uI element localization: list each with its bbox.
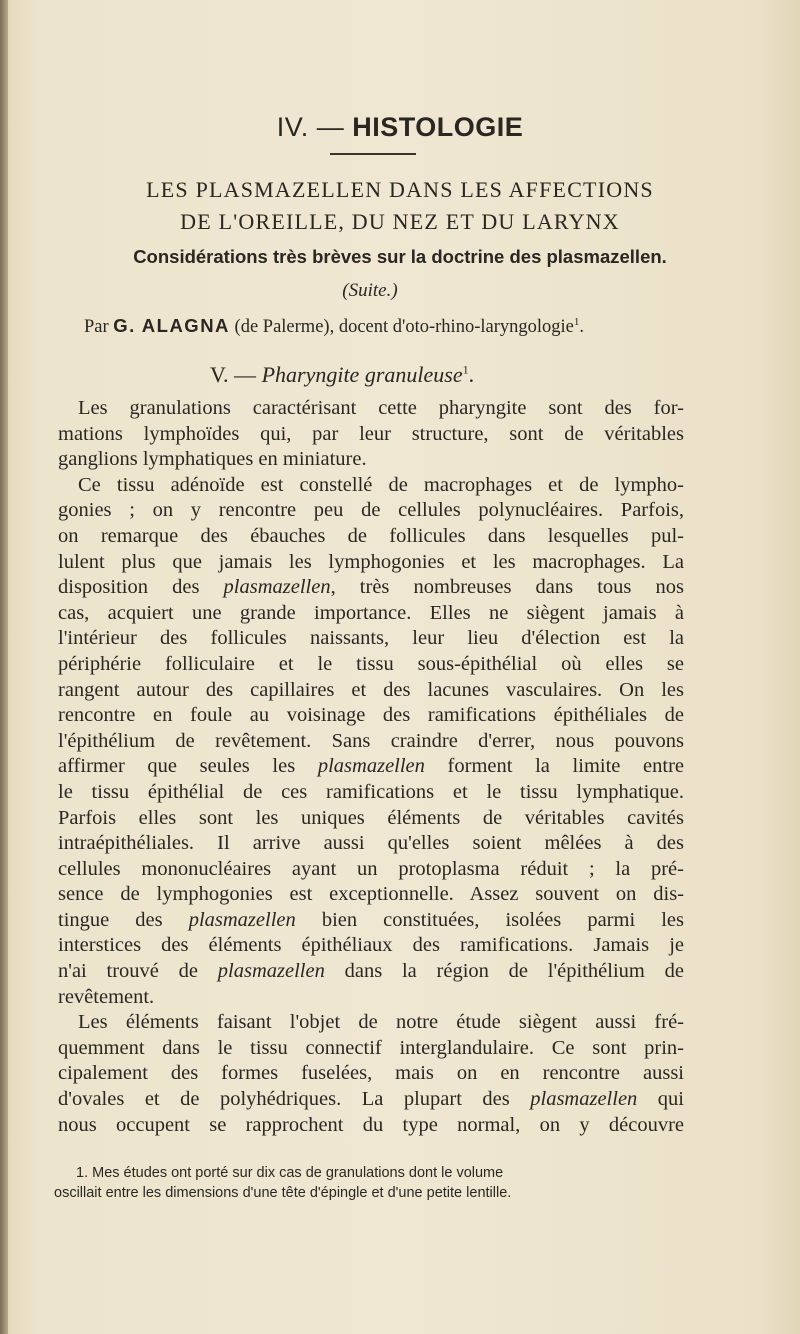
chapter-heading: V. — Pharyngite granuleuse$^1$. — [210, 362, 475, 387]
text-line — [58, 575, 684, 601]
article-subtitle: Considérations très brèves sur la doctrine des plasmazellen. — [133, 246, 667, 267]
body-text — [58, 396, 684, 1138]
continuation-note — [0, 280, 740, 302]
italic-term: plasmazellen — [317, 755, 425, 778]
text-run: forment la limite entre — [424, 755, 684, 778]
footnote — [54, 1163, 684, 1203]
text-line: quemment dans le tissu connectif interglandulaire. Ce sont prin- — [58, 1036, 684, 1059]
footnote-line-2: oscillait entre les dimensions d'une tête d'épingle et d'une petite lentille. — [54, 1185, 512, 1201]
text-line: cellules mononucléaires ayant un protoplasma réduit ; la pré- — [58, 857, 684, 880]
text-line: nous occupent se rapprochent du type normal, on y découvre — [58, 1113, 684, 1136]
paragraph-3 — [58, 1010, 684, 1138]
article-title-line-2: DE L'OREILLE, DU NEZ ET DU LARYNX — [180, 209, 620, 234]
text-line: rangent autour des capillaires et des lacunes vasculaires. On les — [58, 678, 684, 701]
text-line: l'épithélium de revêtement. Sans craindre d'errer, nous pouvons — [58, 729, 684, 752]
text-line: interstices des éléments épithéliaux des ramifications. Jamais je — [58, 934, 684, 957]
text-line: Parfois elles sont les uniques éléments de véritables cavités — [58, 806, 684, 829]
chapter-footnote-mark: 1 — [462, 362, 469, 377]
text-line: périphérie folliculaire et le tissu sous-épithélial où elles se — [58, 652, 684, 675]
text-run: tingue des — [58, 908, 189, 931]
byline: Par G. ALAGNA (de Palerme), docent d'oto-rhino-laryngologie$^1$. — [84, 315, 584, 337]
heading-rule — [330, 153, 416, 155]
text-run: n'ai trouvé de — [58, 960, 218, 983]
text-line — [58, 908, 684, 934]
text-line: cas, acquiert une grande importance. Elles ne siègent jamais à — [58, 601, 684, 624]
chapter-prefix: V. — — [210, 362, 257, 387]
italic-term: plasmazellen — [217, 960, 325, 983]
suite-text: (Suite.) — [342, 280, 398, 301]
text-run: affirmer que seules les — [58, 755, 318, 778]
italic-term: plasmazellen — [223, 576, 331, 599]
text-line — [58, 754, 684, 780]
section-dash: — — [316, 112, 345, 142]
text-run: qui — [637, 1088, 684, 1111]
text-line: l'intérieur des follicules naissants, leur lieu d'élection est la — [58, 627, 684, 650]
text-line: gonies ; on y rencontre peu de cellules polynucléaires. Parfois, — [58, 499, 684, 522]
text-run: bien constituées, isolées parmi les — [295, 908, 684, 931]
text-line: Les éléments faisant l'objet de notre étude siègent aussi fré- — [78, 1011, 684, 1034]
text-line — [58, 959, 684, 985]
paragraph-2 — [58, 473, 684, 1010]
section-number: IV. — [276, 112, 309, 142]
text-line: rencontre en foule au voisinage des ramifications épithéliales de — [58, 704, 684, 727]
text-line: Les granulations caractérisant cette pharyngite sont des for- — [78, 397, 684, 419]
byline-par: Par — [84, 317, 109, 337]
author-name: G. ALAGNA — [113, 315, 230, 336]
text-run: d'ovales et de polyhédriques. La plupart des — [58, 1088, 531, 1111]
paragraph-1 — [58, 396, 684, 473]
footnote-line-1 — [54, 1163, 684, 1183]
section-title: HISTOLOGIE — [352, 112, 524, 142]
text-line: sence de lymphogonies est exceptionnelle. Assez souvent on dis- — [58, 883, 684, 906]
text-line: cipalement des formes fuselées, mais on en rencontre aussi — [58, 1062, 684, 1085]
text-line: revêtement. — [58, 985, 155, 1008]
text-line: Ce tissu adénoïde est constellé de macrophages et de lympho- — [78, 473, 684, 496]
affiliation-footnote-mark: 1 — [573, 315, 580, 328]
italic-term: plasmazellen — [188, 908, 296, 931]
text-line: intraépithéliales. Il arrive aussi qu'elles soient mêlées à des — [58, 832, 684, 855]
footnote-text: Mes études ont porté sur dix cas de granulations dont le volume — [92, 1165, 504, 1181]
footnote-number: 1. — [76, 1165, 89, 1181]
text-line: le tissu épithélial de ces ramifications et le tissu lymphatique. — [58, 780, 684, 803]
author-affiliation: (de Palerme), docent d'oto-rhino-laryngologie — [234, 317, 574, 337]
article-title-line-1: LES PLASMAZELLEN DANS LES AFFECTIONS — [146, 177, 654, 202]
text-line: ganglions lymphatiques en miniature. — [58, 448, 367, 471]
text-line: lulent plus que jamais les lymphogonies et les macrophages. La — [58, 550, 684, 573]
section-heading — [0, 112, 800, 143]
text-line: mations lymphoïdes qui, par leur structure, sont de véritables — [58, 422, 684, 445]
text-line: on remarque des ébauches de follicules dans lesquelles pul- — [58, 524, 684, 547]
chapter-title: Pharyngite granuleuse — [261, 362, 463, 387]
text-line — [58, 1087, 684, 1113]
text-run: , très nombreuses dans tous nos — [330, 576, 684, 599]
text-run: dans la région de l'épithélium de — [324, 960, 684, 983]
text-run: disposition des — [58, 576, 224, 599]
italic-term: plasmazellen — [530, 1088, 638, 1111]
